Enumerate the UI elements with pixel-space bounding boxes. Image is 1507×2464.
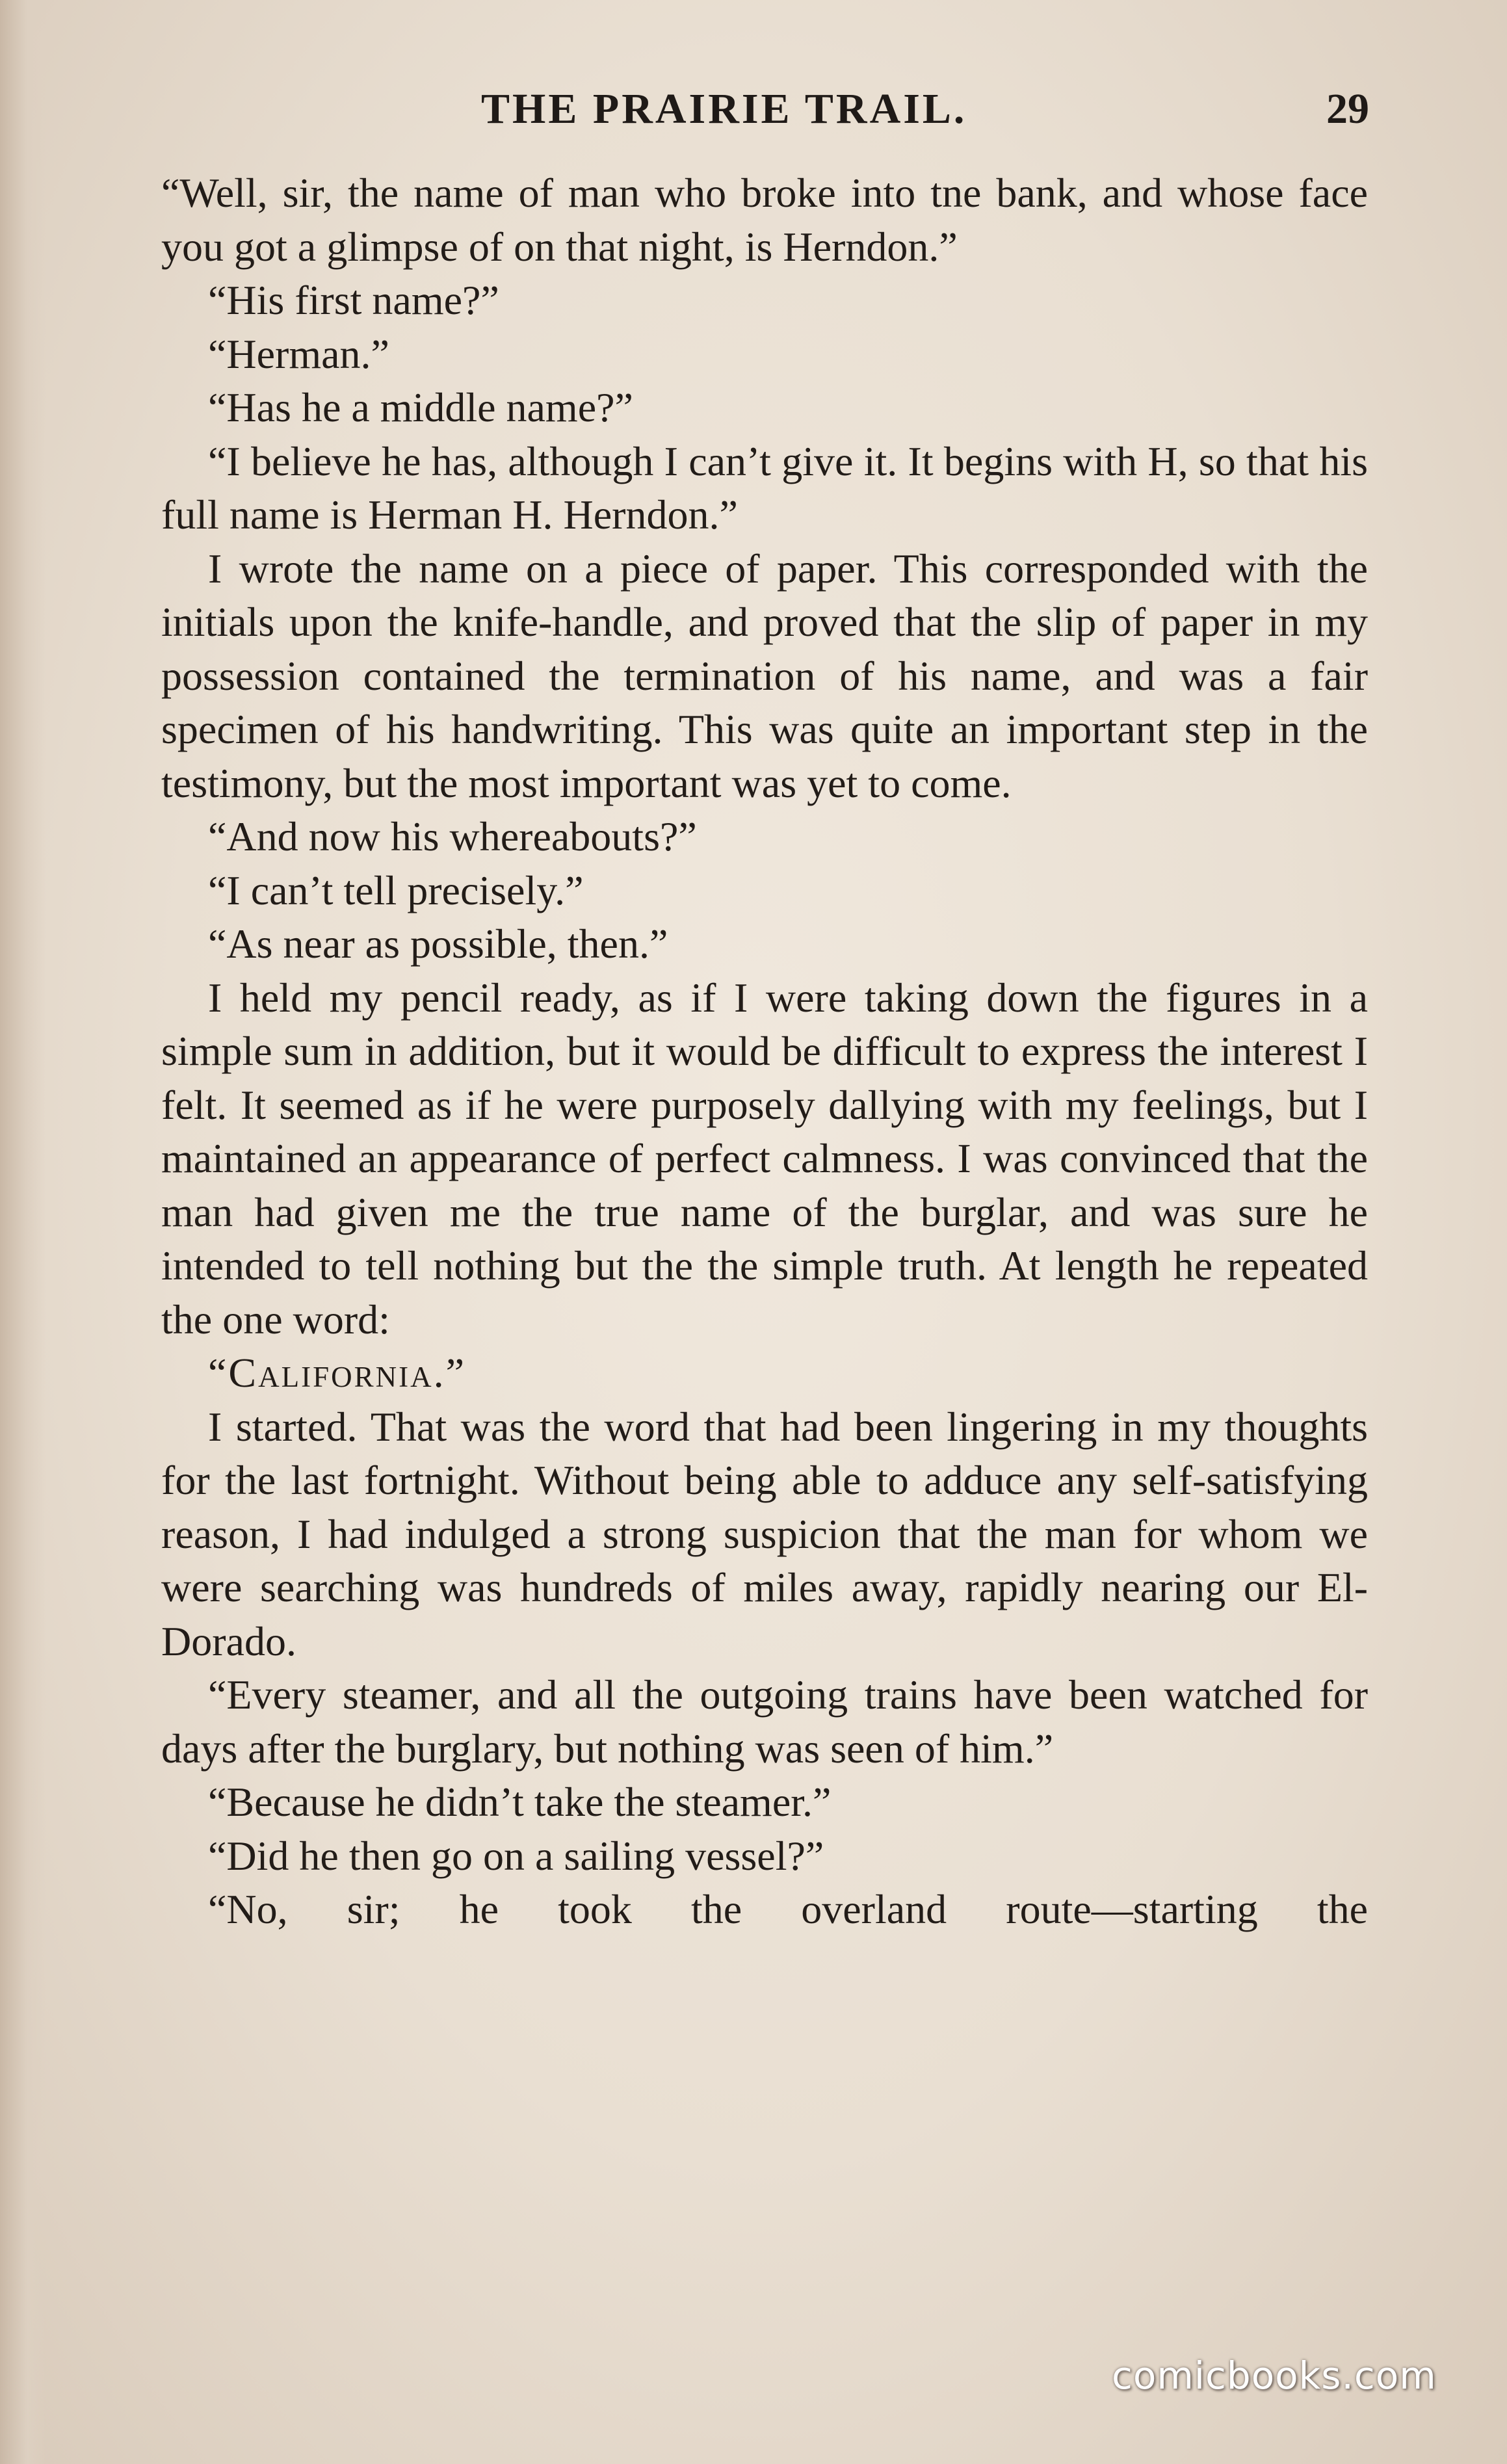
paragraph: “No, sir; he took the overland route—starting the — [208, 1886, 1368, 1932]
paragraph: “Every steamer, and all the outgoing trains have been watched for days after the burglary, but nothing was seen of him.” — [161, 1671, 1368, 1772]
paragraph: “I believe he has, although I can’t give it. It begins with H, so that his full name is Herman H. Herndon.” — [161, 438, 1368, 538]
paragraph: “Did he then go on a sailing vessel?” — [208, 1832, 824, 1879]
paragraph: I wrote the name on a piece of paper. This corresponded with the initials upon the knife-handle, and proved that the slip of paper in my possession contained the termination of his name, and was a fair specimen of his handwriting. This was quite an important step in the testimony, but the most important was yet to come. — [161, 545, 1368, 806]
paragraph: “Because he didn’t take the steamer.” — [208, 1779, 832, 1825]
paragraph: “Has he a middle name?” — [208, 384, 633, 430]
paragraph: “And now his whereabouts?” — [208, 813, 697, 859]
watermark: comicbooks.com — [1112, 2353, 1437, 2398]
paragraph: “I can’t tell precisely.” — [208, 867, 584, 913]
running-title: THE PRAIRIE TRAIL. — [481, 85, 967, 133]
page-number: 29 — [1326, 85, 1369, 133]
paragraph: “His first name?” — [208, 277, 499, 323]
paragraph: “Herman.” — [208, 330, 389, 377]
paragraph: I held my pencil ready, as if I were taking down the figures in a simple sum in addition, but it would be difficult to express the interest I felt. It seemed as if he were purposely dallying with my feelings, but I maintained an appearance of perfect calmness. I was convinced that the man had given me the true name of the burglar, and was sure he intended to tell nothing but the the simple truth. At length he repeated the one word: — [161, 974, 1368, 1343]
paragraph: “As near as possible, then.” — [208, 921, 668, 967]
page-header — [0, 85, 1507, 143]
page-gutter-shadow — [0, 0, 46, 2464]
body-text — [161, 166, 1368, 1937]
paragraph: “California.” — [208, 1350, 466, 1396]
paragraph: “Well, sir, the name of man who broke into tne bank, and whose face you got a glimpse of on that night, is Herndon.” — [161, 170, 1368, 270]
paragraph: I started. That was the word that had been lingering in my thoughts for the last fortnight. Without being able to adduce any self-satisfying reason, I had indulged a strong suspicion that the man for whom we were searching was hundreds of miles away, rapidly nearing our El-Dorado. — [161, 1403, 1368, 1664]
